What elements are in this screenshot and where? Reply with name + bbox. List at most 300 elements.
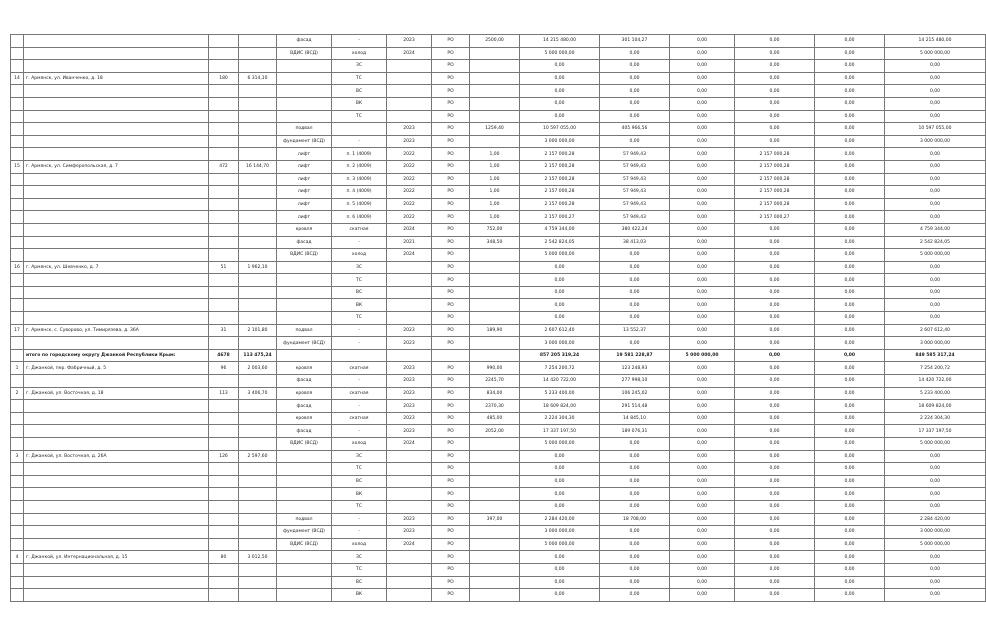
table-cell (11, 274, 24, 287)
table-cell (11, 198, 24, 211)
table-cell: 0,00 (600, 450, 670, 463)
table-cell (11, 513, 24, 526)
table-cell: 0,00 (670, 211, 735, 224)
table-cell: 0,00 (885, 589, 986, 602)
table-cell (209, 110, 239, 123)
table-cell: 0,00 (885, 463, 986, 476)
table-cell (209, 186, 239, 199)
table-cell: 2 157 000,28 (735, 148, 815, 161)
table-cell: РО (432, 223, 470, 236)
table-cell (209, 475, 239, 488)
table-row (11, 211, 986, 224)
table-cell: 2023 (387, 362, 432, 375)
table-cell: 0,00 (735, 400, 815, 413)
table-cell: 752,00 (470, 223, 520, 236)
table-cell (209, 337, 239, 350)
table-cell: 0,00 (885, 299, 986, 312)
table-cell: 0,00 (885, 72, 986, 85)
table-cell (239, 488, 277, 501)
table-cell: 0,00 (520, 97, 600, 110)
table-cell: 0,00 (735, 261, 815, 274)
table-cell: 0,00 (815, 135, 885, 148)
table-cell: 0,00 (735, 438, 815, 451)
table-cell: кровля (277, 412, 332, 425)
table-cell (24, 148, 209, 161)
table-cell: 189 076,31 (600, 425, 670, 438)
table-cell: 0,00 (520, 450, 600, 463)
table-cell (11, 223, 24, 236)
table-cell: РО (432, 47, 470, 60)
table-cell (11, 110, 24, 123)
table-cell (277, 589, 332, 602)
table-cell: подвал (277, 123, 332, 136)
table-cell: 0,00 (670, 488, 735, 501)
table-cell: 14 (11, 72, 24, 85)
table-cell: РО (432, 286, 470, 299)
table-cell: РО (432, 110, 470, 123)
table-cell: 0,00 (735, 47, 815, 60)
table-cell: г. Джанкой, ул. Интернациональная, д. 15 (24, 551, 209, 564)
table-cell: ЗС (332, 60, 387, 73)
table-cell (470, 349, 520, 362)
table-cell: 0,00 (600, 312, 670, 325)
table-cell: 57 949,43 (600, 198, 670, 211)
table-cell: 0,00 (735, 475, 815, 488)
table-cell: 0,00 (600, 286, 670, 299)
table-cell (470, 274, 520, 287)
table-cell (470, 576, 520, 589)
table-row (11, 412, 986, 425)
table-cell: 57 949,43 (600, 173, 670, 186)
table-cell: 0,00 (815, 110, 885, 123)
table-cell: ТС (332, 110, 387, 123)
table-cell: 0,00 (670, 400, 735, 413)
table-cell: 0,00 (735, 500, 815, 513)
table-cell: РО (432, 72, 470, 85)
table-cell: - (332, 400, 387, 413)
table-cell: 0,00 (520, 261, 600, 274)
table-cell: 0,00 (885, 274, 986, 287)
table-cell (387, 349, 432, 362)
table-cell: 0,00 (735, 249, 815, 262)
table-cell: РО (432, 563, 470, 576)
table-cell (239, 526, 277, 539)
table-cell (209, 299, 239, 312)
document-table-container (10, 34, 955, 602)
table-cell: 1,00 (470, 160, 520, 173)
table-cell: г. Армянск, с. Суворово, ул. Тимирязева, д. 36А (24, 324, 209, 337)
table-cell: 6 314,10 (239, 72, 277, 85)
table-cell: 2022 (387, 186, 432, 199)
table-cell: 2 607 612,40 (520, 324, 600, 337)
table-cell: 3 000 000,00 (885, 337, 986, 350)
table-cell (239, 186, 277, 199)
table-cell: 0,00 (885, 60, 986, 73)
table-cell (24, 538, 209, 551)
table-cell: 0,00 (670, 563, 735, 576)
table-row (11, 148, 986, 161)
table-cell: 301 104,27 (600, 35, 670, 48)
table-cell: 15 (11, 160, 24, 173)
table-cell (209, 47, 239, 60)
table-cell: 0,00 (735, 513, 815, 526)
table-cell (11, 148, 24, 161)
table-cell: 126 (209, 450, 239, 463)
table-cell: 2022 (387, 211, 432, 224)
table-cell: 380 422,24 (600, 223, 670, 236)
table-cell (24, 211, 209, 224)
table-cell: 2 542 824,05 (520, 236, 600, 249)
table-cell: 0,00 (520, 488, 600, 501)
table-cell: 5 000 000,00 (520, 538, 600, 551)
table-cell: 0,00 (520, 72, 600, 85)
table-cell: фундамент (ВСД) (277, 337, 332, 350)
table-cell (11, 563, 24, 576)
table-cell: 2245,70 (470, 375, 520, 388)
table-cell (209, 198, 239, 211)
table-cell (24, 412, 209, 425)
table-cell: 0,00 (735, 463, 815, 476)
table-cell: РО (432, 475, 470, 488)
table-cell (470, 500, 520, 513)
table-cell: 0,00 (600, 463, 670, 476)
table-row (11, 488, 986, 501)
table-cell: 0,00 (885, 576, 986, 589)
table-cell: 2023 (387, 412, 432, 425)
table-cell (24, 123, 209, 136)
table-cell: 2024 (387, 47, 432, 60)
table-cell: 2022 (387, 173, 432, 186)
table-cell: РО (432, 337, 470, 350)
table-cell (11, 123, 24, 136)
table-cell (239, 513, 277, 526)
table-cell: 2023 (387, 425, 432, 438)
table-cell (24, 312, 209, 325)
table-cell: 5 000 000,00 (520, 47, 600, 60)
table-cell: РО (432, 589, 470, 602)
table-cell: 51 (209, 261, 239, 274)
table-cell: 0,00 (670, 274, 735, 287)
table-cell: 0,00 (520, 274, 600, 287)
table-cell (209, 400, 239, 413)
table-row (11, 362, 986, 375)
table-cell: РО (432, 324, 470, 337)
table-cell: 16 (11, 261, 24, 274)
table-cell (24, 223, 209, 236)
table-cell (24, 286, 209, 299)
table-cell (387, 60, 432, 73)
table-cell (387, 286, 432, 299)
table-cell (209, 274, 239, 287)
table-cell (387, 500, 432, 513)
table-cell (239, 576, 277, 589)
table-cell: 1 (11, 362, 24, 375)
table-cell: 5 000 000,00 (885, 538, 986, 551)
table-cell: 0,00 (735, 223, 815, 236)
table-cell (209, 412, 239, 425)
table-cell: 18 609 824,00 (520, 400, 600, 413)
table-cell: 0,00 (600, 475, 670, 488)
table-cell: 0,00 (670, 236, 735, 249)
table-cell: 0,00 (885, 211, 986, 224)
table-cell: 0,00 (815, 148, 885, 161)
table-cell: РО (432, 551, 470, 564)
table-cell: п. 4 (4009) (332, 186, 387, 199)
table-cell: фундамент (ВСД) (277, 135, 332, 148)
table-cell: скатная (332, 223, 387, 236)
table-row (11, 223, 986, 236)
table-cell (209, 236, 239, 249)
table-cell: 0,00 (600, 274, 670, 287)
table-cell: РО (432, 173, 470, 186)
table-row (11, 500, 986, 513)
table-cell: 2500,00 (470, 35, 520, 48)
table-cell (239, 135, 277, 148)
table-cell: 2 284 420,00 (520, 513, 600, 526)
table-cell: 0,00 (815, 463, 885, 476)
table-row (11, 538, 986, 551)
table-cell (209, 312, 239, 325)
table-cell (11, 60, 24, 73)
table-body (11, 35, 986, 602)
table-cell: 3 000 000,00 (885, 526, 986, 539)
table-cell: 1,00 (470, 211, 520, 224)
table-cell: подвал (277, 513, 332, 526)
table-cell (277, 97, 332, 110)
table-cell: 0,00 (735, 538, 815, 551)
table-cell: 397,00 (470, 513, 520, 526)
table-cell: итого по городскому округу Джанкой Республики Крым: (24, 349, 209, 362)
table-cell (277, 286, 332, 299)
table-cell: лифт (277, 160, 332, 173)
table-cell: 0,00 (815, 337, 885, 350)
table-cell (277, 299, 332, 312)
table-cell (209, 576, 239, 589)
table-cell: 0,00 (600, 60, 670, 73)
table-cell: РО (432, 425, 470, 438)
table-cell (277, 475, 332, 488)
table-cell (332, 123, 387, 136)
table-cell: 0,00 (670, 500, 735, 513)
table-cell: 0,00 (670, 85, 735, 98)
table-cell: ВДИС (ВСД) (277, 538, 332, 551)
table-cell (11, 500, 24, 513)
table-cell: 80 (209, 551, 239, 564)
table-cell (470, 475, 520, 488)
table-cell (209, 173, 239, 186)
table-cell: 0,00 (520, 110, 600, 123)
table-cell: 0,00 (815, 551, 885, 564)
table-cell (239, 463, 277, 476)
table-cell: 0,00 (520, 60, 600, 73)
table-cell: 0,00 (670, 249, 735, 262)
table-cell: ТС (332, 563, 387, 576)
table-cell (277, 72, 332, 85)
table-cell (24, 337, 209, 350)
table-cell (387, 475, 432, 488)
table-cell (24, 488, 209, 501)
table-cell (239, 47, 277, 60)
table-cell: 990,00 (470, 362, 520, 375)
table-cell: 0,00 (815, 513, 885, 526)
table-cell: 0,00 (735, 299, 815, 312)
table-cell: кровля (277, 387, 332, 400)
table-cell (209, 538, 239, 551)
table-cell: 0,00 (815, 35, 885, 48)
table-cell (24, 526, 209, 539)
table-cell: 2 607 612,40 (885, 324, 986, 337)
table-cell (11, 211, 24, 224)
table-cell: 1 962,10 (239, 261, 277, 274)
table-cell: 10 597 055,00 (520, 123, 600, 136)
table-cell: п. 6 (4009) (332, 211, 387, 224)
table-cell (24, 576, 209, 589)
table-cell: 0,00 (885, 186, 986, 199)
table-cell: г. Джанкой, ул. Восточная, д. 18 (24, 387, 209, 400)
table-cell (470, 438, 520, 451)
table-cell: 0,00 (735, 35, 815, 48)
table-cell: 0,00 (735, 274, 815, 287)
table-cell: РО (432, 450, 470, 463)
table-row (11, 236, 986, 249)
table-row (11, 450, 986, 463)
table-cell: 0,00 (670, 589, 735, 602)
table-cell: ВДИС (ВСД) (277, 249, 332, 262)
table-cell: 0,00 (815, 425, 885, 438)
table-cell: 0,00 (600, 135, 670, 148)
table-cell (239, 274, 277, 287)
table-cell: РО (432, 576, 470, 589)
table-cell (277, 551, 332, 564)
table-cell: 0,00 (670, 186, 735, 199)
table-cell: 2022 (387, 160, 432, 173)
table-cell (470, 488, 520, 501)
table-cell: 291 514,48 (600, 400, 670, 413)
table-cell: 0,00 (815, 362, 885, 375)
table-row (11, 425, 986, 438)
table-cell (11, 349, 24, 362)
table-cell: 7 254 200,72 (885, 362, 986, 375)
table-cell: 0,00 (885, 173, 986, 186)
table-cell (209, 463, 239, 476)
table-cell: 0,00 (600, 249, 670, 262)
table-cell (24, 60, 209, 73)
table-row (11, 274, 986, 287)
table-cell (239, 589, 277, 602)
table-cell: 2023 (387, 135, 432, 148)
table-cell: РО (432, 400, 470, 413)
table-cell (387, 85, 432, 98)
table-cell: 0,00 (815, 249, 885, 262)
table-cell: 0,00 (885, 312, 986, 325)
table-cell: лифт (277, 198, 332, 211)
table-cell: 0,00 (520, 463, 600, 476)
table-cell (24, 375, 209, 388)
table-cell: 14 420 722,00 (885, 375, 986, 388)
table-cell (239, 236, 277, 249)
table-cell: 2024 (387, 438, 432, 451)
table-cell (387, 110, 432, 123)
table-cell (239, 60, 277, 73)
table-cell: 2 157 000,28 (735, 186, 815, 199)
table-cell: 0,00 (520, 85, 600, 98)
table-cell: 0,00 (815, 223, 885, 236)
table-cell (209, 513, 239, 526)
table-cell (470, 97, 520, 110)
table-cell (332, 349, 387, 362)
table-cell: 0,00 (735, 135, 815, 148)
table-cell: 0,00 (815, 475, 885, 488)
table-cell: - (332, 375, 387, 388)
table-row (11, 47, 986, 60)
table-cell: 0,00 (670, 72, 735, 85)
table-cell (239, 375, 277, 388)
table-cell (239, 475, 277, 488)
table-row (11, 337, 986, 350)
table-cell (239, 425, 277, 438)
table-cell: 0,00 (735, 123, 815, 136)
table-cell: 2022 (387, 198, 432, 211)
table-cell: 14 420 722,00 (520, 375, 600, 388)
table-cell: 2052,00 (470, 425, 520, 438)
table-cell: 4 (11, 551, 24, 564)
table-cell: 0,00 (600, 500, 670, 513)
table-cell: РО (432, 463, 470, 476)
table-cell: РО (432, 85, 470, 98)
table-cell: 0,00 (670, 362, 735, 375)
table-cell (277, 500, 332, 513)
table-cell: кровля (277, 223, 332, 236)
table-cell: 0,00 (735, 375, 815, 388)
table-cell: 0,00 (735, 110, 815, 123)
table-cell: холод (332, 249, 387, 262)
table-cell: 0,00 (670, 148, 735, 161)
table-cell: 4 759 344,00 (520, 223, 600, 236)
table-cell: - (332, 236, 387, 249)
table-cell (24, 425, 209, 438)
table-cell: 5 000 000,00 (520, 438, 600, 451)
table-cell: фундамент (ВСД) (277, 526, 332, 539)
table-cell: 0,00 (520, 299, 600, 312)
table-cell (239, 299, 277, 312)
table-cell: 0,00 (600, 526, 670, 539)
table-cell (11, 286, 24, 299)
table-cell: 14 215 480,00 (520, 35, 600, 48)
table-cell: 0,00 (815, 97, 885, 110)
table-cell: 57 949,43 (600, 148, 670, 161)
table-cell (470, 589, 520, 602)
table-row (11, 249, 986, 262)
table-row (11, 551, 986, 564)
table-cell: 0,00 (815, 236, 885, 249)
table-cell (11, 488, 24, 501)
table-cell: ВК (332, 97, 387, 110)
table-cell: 14 215 480,00 (885, 35, 986, 48)
table-cell (387, 488, 432, 501)
table-row (11, 60, 986, 73)
table-row (11, 299, 986, 312)
table-cell: 0,00 (815, 186, 885, 199)
table-cell: 0,00 (815, 488, 885, 501)
table-cell: 2 224 304,30 (885, 412, 986, 425)
table-cell: 0,00 (885, 563, 986, 576)
table-cell: 2 157 000,28 (520, 186, 600, 199)
table-cell: 0,00 (815, 198, 885, 211)
table-cell: 0,00 (815, 299, 885, 312)
table-cell: РО (432, 500, 470, 513)
table-cell: 2 542 824,05 (885, 236, 986, 249)
table-cell: 0,00 (815, 500, 885, 513)
